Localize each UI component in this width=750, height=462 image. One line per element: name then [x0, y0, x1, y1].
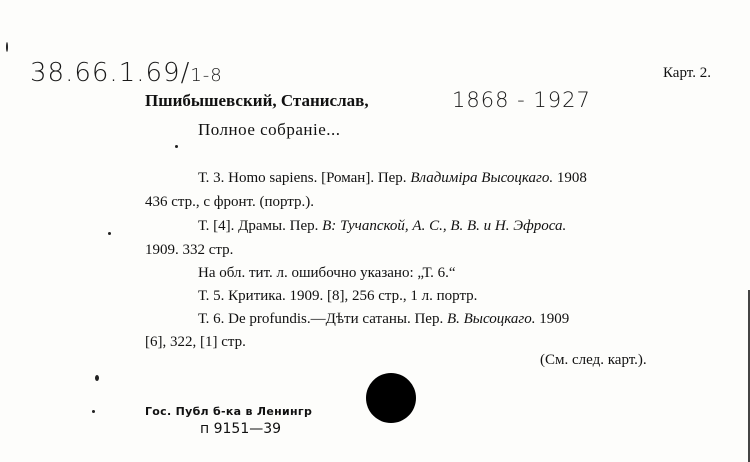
shelf-mark-sub: 1-8	[190, 65, 223, 86]
entry-t6-translator: В. Высоцкаго.	[446, 311, 536, 327]
entry-t6-line2: [6], 322, [1] стр.	[145, 334, 246, 350]
entry-t3-translator: Владиміра Высоцкаго.	[410, 170, 554, 186]
entry-t3-year: 1908	[556, 170, 587, 186]
speck	[6, 42, 8, 52]
entry-t6-text: Т. 6. De profundis.—Дѣти сатаны. Пер.	[198, 311, 444, 327]
punch-hole	[366, 373, 416, 423]
speck	[92, 410, 95, 413]
speck	[175, 145, 178, 148]
author-heading: Пшибышевский, Станислав,	[145, 91, 369, 110]
library-stamp-number: п 9151—39	[200, 421, 282, 437]
speck	[108, 232, 111, 235]
speck	[95, 375, 99, 381]
entry-t6-line1	[198, 311, 569, 328]
entry-t4-translators: В: Тучапской, А. С., В. В. и Н. Эфроса.	[322, 218, 567, 234]
author-years: 1868 - 1927	[452, 88, 591, 112]
entry-t4-text: Т. [4]. Драмы. Пер.	[198, 218, 319, 234]
shelf-mark	[30, 58, 223, 88]
entry-t5: Т. 5. Критика. 1909. [8], 256 стр., 1 л. портр.	[198, 288, 478, 304]
shelf-mark-main: 38.66.1.69/	[30, 58, 191, 88]
entry-t3-text: Т. 3. Homo sapiens. [Роман]. Пер.	[198, 170, 407, 186]
title-line: Полное собраніе...	[198, 120, 341, 139]
entry-t4-line1	[198, 218, 566, 235]
entry-t3-line2: 436 стр., с фронт. (портр.).	[145, 194, 315, 210]
entry-t6-year: 1909	[539, 311, 570, 327]
entry-t4-note: На обл. тит. л. ошибочно указано: „Т. 6.“	[198, 265, 456, 281]
continued-note: (См. след. карт.).	[540, 352, 647, 368]
card-number: Карт. 2.	[663, 65, 711, 81]
entry-t3-line1	[198, 170, 587, 187]
entry-t4-line2: 1909. 332 стр.	[145, 242, 234, 258]
library-stamp: Гос. Публ б-ка в Ленингр	[145, 405, 313, 418]
